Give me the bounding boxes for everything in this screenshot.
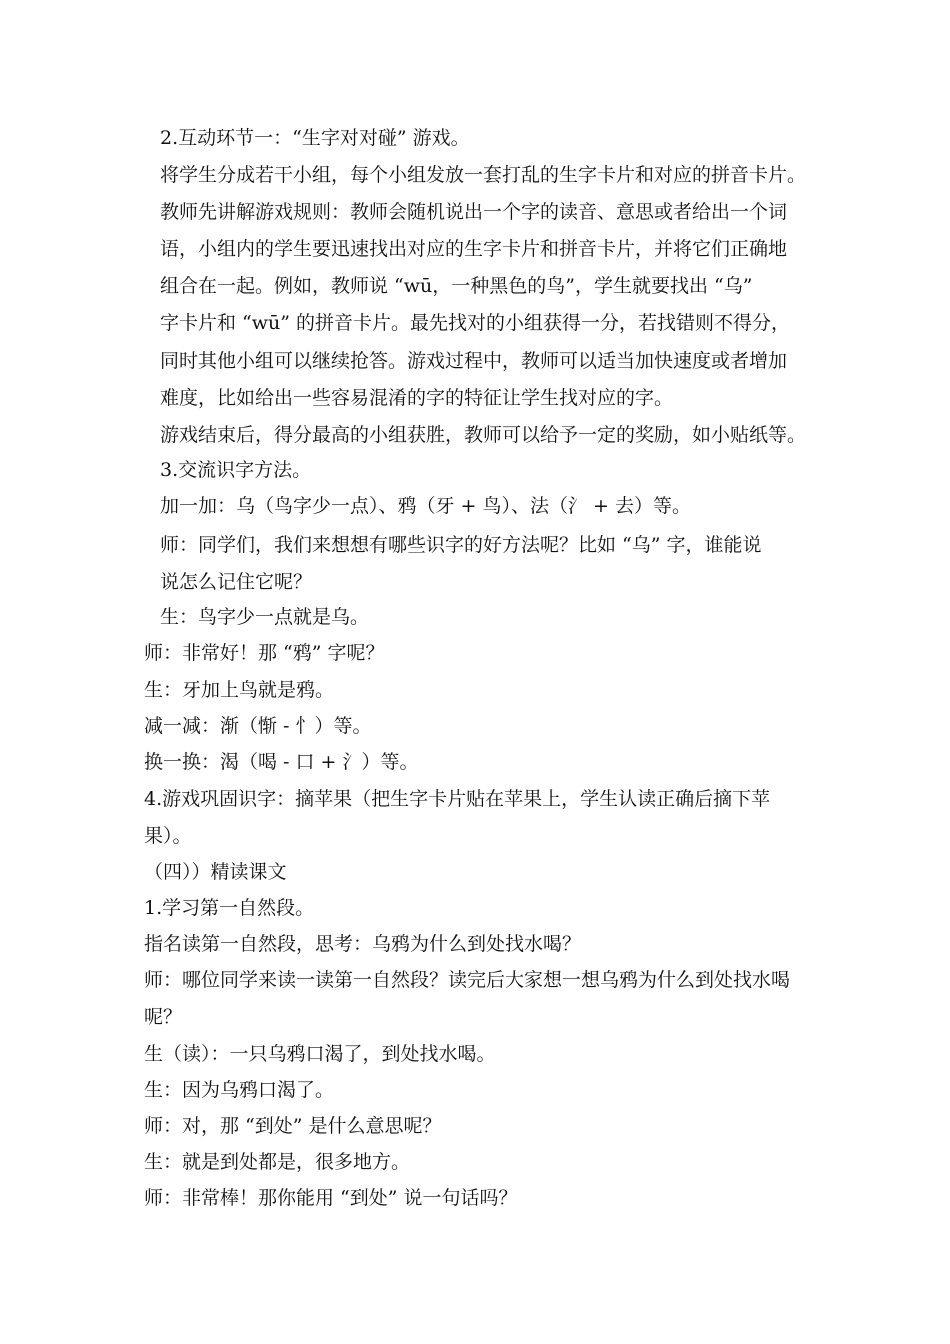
- paragraph-line: 师：非常好！那 “鸦” 字呢？: [144, 642, 385, 664]
- section-heading: 1.学习第一自然段。: [144, 897, 315, 919]
- paragraph-line: 生：牙加上鸟就是鸦。: [144, 679, 335, 701]
- paragraph-line: 游戏结束后，得分最高的小组获胜，教师可以给予一定的奖励，如小贴纸等。: [160, 424, 807, 446]
- paragraph-line: 字卡片和 “wū” 的拼音卡片。最先找对的小组获得一分，若找错则不得分，: [160, 312, 791, 334]
- paragraph-line: 2.互动环节一：“生字对对碰” 游戏。: [160, 127, 470, 149]
- paragraph-line: 组合在一起。例如，教师说 “wū，一种黑色的鸟”，学生就要找出 “乌”: [160, 275, 753, 297]
- paragraph-line: 师：哪位同学来读一读第一自然段？读完后大家想一想乌鸦为什么到处找水喝: [144, 969, 791, 991]
- paragraph-line: 师：非常棒！那你能用 “到处” 说一句话吗？: [144, 1187, 518, 1209]
- paragraph-line: 师：同学们，我们来想想有哪些识字的好方法呢？比如 “乌” 字，谁能说: [160, 534, 762, 556]
- paragraph-line: 将学生分成若干小组，每个小组发放一套打乱的生字卡片和对应的拼音卡片。: [160, 164, 807, 186]
- paragraph-line: 说怎么记住它呢？: [160, 571, 313, 593]
- paragraph-line: 呢？: [144, 1006, 183, 1028]
- paragraph-line: 生：因为乌鸦口渴了。: [144, 1079, 335, 1101]
- paragraph-line: 加一加：乌（鸟字少一点）、鸦（牙 + 鸟）、法（氵 + 去）等。: [160, 495, 691, 517]
- paragraph-line: 减一减：渐（惭 - 忄）等。: [144, 715, 372, 737]
- paragraph-line: 生：就是到处都是，很多地方。: [144, 1151, 411, 1173]
- paragraph-line: 指名读第一自然段，思考：乌鸦为什么到处找水喝？: [144, 933, 582, 955]
- paragraph-line: 换一换：渴（喝 - 口 + 氵）等。: [144, 751, 419, 773]
- paragraph-line: 语，小组内的学生要迅速找出对应的生字卡片和拼音卡片，并将它们正确地: [160, 238, 788, 260]
- section-heading: 4.游戏巩固识字：摘苹果（把生字卡片贴在苹果上，学生认读正确后摘下苹: [144, 788, 771, 810]
- paragraph-line: 同时其他小组可以继续抢答。游戏过程中，教师可以适当加快速度或者增加: [160, 350, 788, 372]
- paragraph-line: 教师先讲解游戏规则：教师会随机说出一个字的读音、意思或者给出一个词: [160, 201, 788, 223]
- section-heading: 3.交流识字方法。: [160, 459, 312, 481]
- paragraph-line: 生：鸟字少一点就是乌。: [160, 606, 370, 628]
- paragraph-line: 果）。: [144, 825, 192, 847]
- section-heading: （四））精读课文: [144, 861, 287, 883]
- paragraph-line: 生（读）：一只乌鸦口渴了，到处找水喝。: [144, 1043, 496, 1065]
- paragraph-line: 难度，比如给出一些容易混淆的字的特征让学生找对应的字。: [160, 387, 674, 409]
- paragraph-line: 师：对，那 “到处” 是什么意思呢？: [144, 1115, 442, 1137]
